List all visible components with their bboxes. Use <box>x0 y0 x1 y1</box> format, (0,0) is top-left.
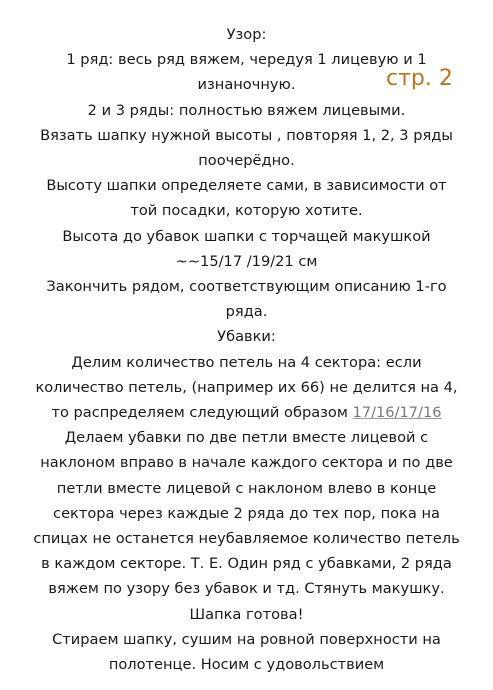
text-line: Высота до убавок шапки с торчащей макушкой <box>62 227 431 245</box>
heading-decreases: Убавки: <box>217 328 276 346</box>
instructions-text <box>14 22 479 677</box>
text-line: Высоту шапки определяете сами, в зависимости от <box>46 177 447 195</box>
page-number: стр. 2 <box>386 66 453 91</box>
text-line: сектора через каждые 2 ряда до тех пор, пока на <box>53 504 440 522</box>
text-line: Шапка готова! <box>189 605 304 623</box>
text-line: Стираем шапку, сушим на ровной поверхности на <box>52 630 441 648</box>
text-line: поочерёдно. <box>198 152 295 170</box>
text-line: той посадки, которую хотите. <box>130 202 363 220</box>
text-line: количество петель, (например их 66) не делится на 4, <box>35 378 458 396</box>
text-line-with-link <box>14 400 479 425</box>
text-line: наклоном вправо в начале каждого сектора и по две <box>40 454 453 472</box>
text-line: полотенце. Носим с удовольствием <box>108 656 385 674</box>
text-line: спицах не останется неубавляемое количество петель <box>33 530 460 548</box>
text-line: в каждом секторе. Т. Е. Один ряд с убавками, 2 ряда <box>41 555 452 573</box>
text-line: Закончить рядом, соответствующим описанию 1-го <box>46 278 447 296</box>
text-line: ~~15/17 /19/21 см <box>175 252 318 270</box>
stitch-distribution-link[interactable]: 17/16/17/16 <box>352 404 442 422</box>
text-line: вяжем по узору без убавок и тд. Стянуть макушку. <box>48 580 445 598</box>
text-line: ряда. <box>225 303 268 321</box>
text-line: Вязать шапку нужной высоты , повторяя 1, 2, 3 ряды <box>40 126 453 144</box>
text-line: то распределяем следующий образом <box>51 404 353 422</box>
text-line: Делаем убавки по две петли вместе лицевой с <box>64 429 429 447</box>
text-line: петли вместе лицевой с наклоном влево в конце <box>56 479 437 497</box>
heading-pattern: Узор: <box>226 26 267 43</box>
text-line: изнаночную. <box>197 76 296 94</box>
text-line: 2 и 3 ряды: полностью вяжем лицевыми. <box>87 101 406 119</box>
text-line: Делим количество петель на 4 сектора: если <box>71 353 422 371</box>
text-line: 1 ряд: весь ряд вяжем, чередуя 1 лицевую и 1 <box>66 51 427 69</box>
